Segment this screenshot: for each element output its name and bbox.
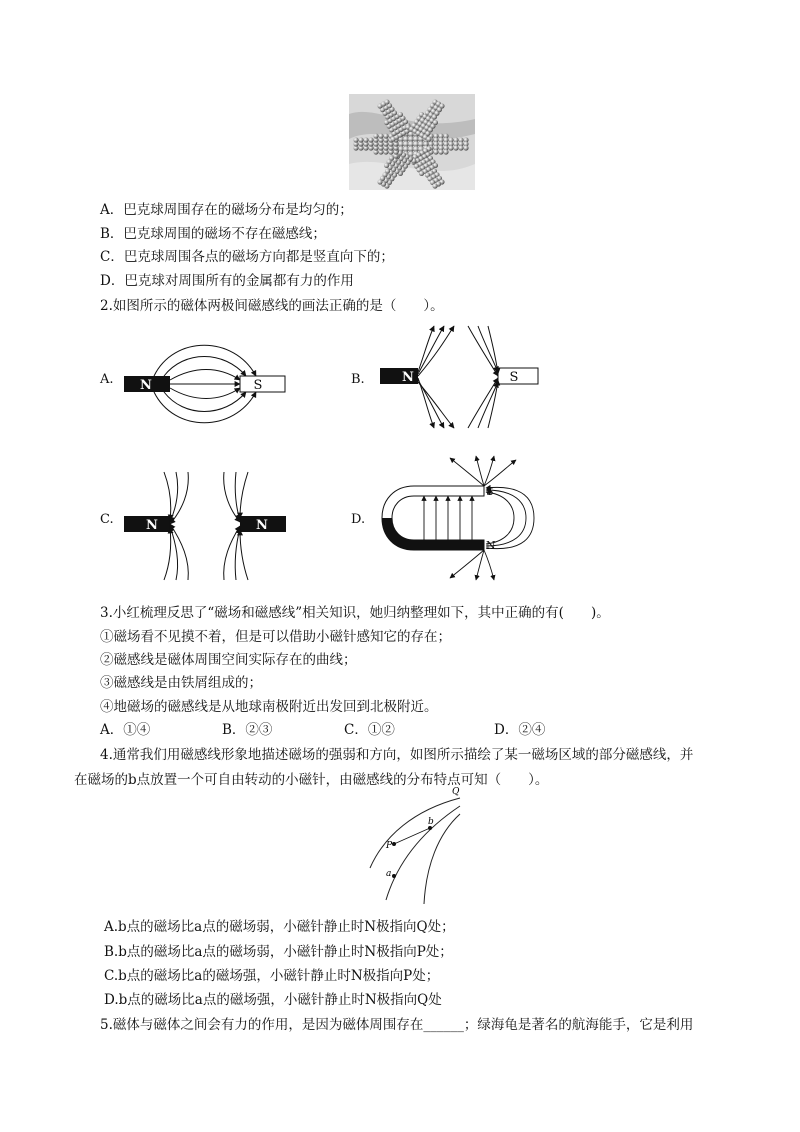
q1-option-d: D．巴克球对周围所有的金属都有力的作用 (100, 273, 354, 289)
q2c-n-pole-left: N (146, 518, 158, 533)
q2-figure-d (374, 452, 544, 582)
q4-stem-line2: 在磁场的b点放置一个可自由转动的小磁针，由磁感线的分布特点可知（ ）。 (74, 772, 549, 788)
q2-label-b: B. (351, 372, 365, 387)
q2-figure-a (124, 330, 294, 440)
q2d-s-pole: S (486, 485, 494, 498)
label-p: P (386, 841, 393, 851)
q2a-s-pole: S (253, 378, 263, 393)
q4-option-c: C.b点的磁场比a的磁场强，小磁针静止时N极指向P处； (104, 968, 440, 984)
q3-stem: 3.小红梳理反思了“磁场和磁感线”相关知识，她归纳整理如下，其中正确的有( )。 (100, 605, 610, 621)
q4-option-d: D.b点的磁场比a点的磁场强，小磁针静止时N极指向Q处 (104, 992, 442, 1008)
q3-option-c: C．①② (344, 722, 395, 738)
q4-option-a: A.b点的磁场比a点的磁场弱，小磁针静止时N极指向Q处； (104, 919, 455, 935)
q3-option-b: B．②③ (222, 722, 273, 738)
q2-figure-b (380, 322, 550, 432)
q1-option-b: B．巴克球周围的磁场不存在磁感线； (100, 226, 326, 242)
q5-stem: 5.磁体与磁体之间会有力的作用，是因为磁体周围存在______；绿海龟是著名的航海能手，它是利用 (100, 1017, 694, 1033)
q3-item-2: ②磁感线是磁体周围空间实际存在的曲线； (100, 652, 357, 668)
q2d-n-pole: N (486, 539, 496, 552)
q3-option-a: A．①④ (100, 722, 151, 738)
q2c-n-pole-right: N (256, 518, 268, 533)
q2-label-d: D. (351, 512, 366, 527)
point-a-dot (392, 874, 396, 878)
q4-stem-line1: 4.通常我们用磁感线形象地描述磁场的强弱和方向，如图所示描绘了某一磁场区域的部分磁感线，并 (100, 747, 694, 763)
q3-option-d: D．②④ (494, 722, 546, 738)
q3-item-3: ③磁感线是由铁屑组成的； (100, 675, 262, 691)
label-q: Q (452, 787, 460, 797)
buckyball-photo (349, 94, 475, 190)
q2-figure-c (124, 468, 294, 583)
q2-stem: 2.如图所示的磁体两极间磁感线的画法正确的是（ ）。 (100, 298, 444, 314)
q1-option-c: C．巴克球周围各点的磁场方向都是竖直向下的； (100, 249, 394, 265)
q2b-s-pole: S (509, 370, 519, 385)
q3-item-1: ①磁场看不见摸不着，但是可以借助小磁针感知它的存在； (100, 629, 451, 645)
q2b-n-pole: N (402, 370, 414, 385)
q4-field-lines-figure (364, 787, 464, 906)
q2a-n-pole: N (140, 378, 152, 393)
q2-label-c: C. (100, 512, 114, 527)
label-b: b (428, 817, 434, 827)
q2-label-a: A. (100, 372, 114, 387)
label-a: a (386, 869, 392, 879)
q3-item-4: ④地磁场的磁感线是从地球南极附近出发回到北极附近。 (100, 699, 438, 715)
q1-option-a: A．巴克球周围存在的磁场分布是均匀的； (100, 202, 353, 218)
q4-option-b: B.b点的磁场比a点的磁场弱，小磁针静止时N极指向P处； (104, 944, 453, 960)
